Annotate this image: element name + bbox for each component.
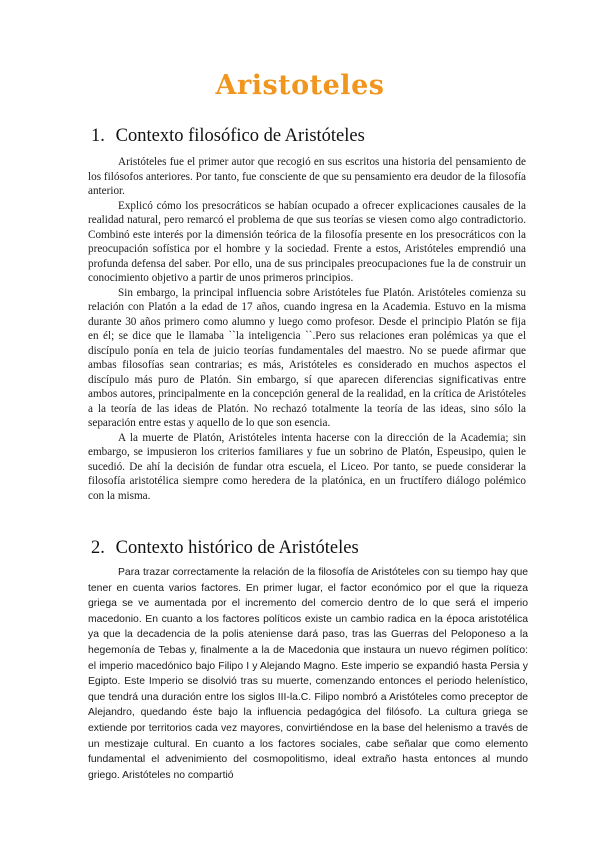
section-1-number: 1. [91, 126, 105, 146]
paragraph: Para trazar correctamente la relación de la filosofía de Aristóteles con su tiempo hay que tener en cuenta varios factores. En primer lugar, el factor económico por el que la riqueza griega se ve aumentada por el incremento del comercio dentro de lo que será el imperio macedonio. En cuanto a los factores políticos existe un cambio radica en la época aristotélica ya que la decadencia de la polis ateniense dará paso, tras las Guerras del Peloponeso a la hegemonía de Tebas y, finalmente a la de Macedonia que instaura un nuevo régimen político: el imperio macedónico bajo Filipo I y Alejando Magno. Este imperio se expandió hasta Persia y Egipto. Este Imperio se disolvió tras su muerte, comenzando entonces el periodo helenístico, que tendrá una duración entre los siglos III-la.C. Filipo nombró a Aristóteles como preceptor de Alejandro, quedando éste bajo la influencia pedagógica del filósofo. La cultura griega se extiende por territorios cada vez mayores, convirtiéndose en la base del helenismo a través de un mestizaje cultural. En cuanto a los factores sociales, cabe señalar que como elemento fundamental el advenimiento del cosmopolitismo, ideal extraño hasta entonces al mundo griego. Aristóteles no compartió [88, 567, 528, 781]
section-2-heading-text: Contexto histórico de Aristóteles [115, 538, 359, 558]
paragraph: A la muerte de Platón, Aristóteles intenta hacerse con la dirección de la Academia; sin embargo, se impusieron los criterios familiares y fue un sobrino de Platón, Espeusipo, quien le sucedió. De ahí la decisión de fundar otra escuela, el Liceo. Por tanto, se puede considerar la filosofía aristotélica siempre como heredera de la platónica, en un fructífero diálogo polémico con la misma. [88, 431, 526, 502]
section-1-heading-text: Contexto filosófico de Aristóteles [115, 126, 365, 146]
section-2-body [88, 565, 528, 783]
section-2-heading [91, 538, 531, 559]
paragraph: Sin embargo, la principal influencia sobre Aristóteles fue Platón. Aristóteles comienza su relación con Platón a la edad de 17 años, cuando ingresa en la Academia. Estuvo en la misma durante 30 años primero como alumno y luego como profesor. Desde el principio Platón se fija en él; se dice que le llamaba ``la inteligencia ``.Pero sus relaciones eran polémicas ya que el discípulo ponía en tela de juicio teorías fundamentales del maestro. No se puede afirmar que ambas filosofías sean contrarias; es más, Aristóteles es considerado en muchos aspectos el discípulo más puro de Platón. Sin embargo, sí que aparecen diferencias significativas entre ambos autores, principalmente en la concepción general de la realidad, en la crítica de Aristóteles a la teoría de las ideas de Platón. No rechazó totalmente la teoría de las ideas, sino sólo la separación entre estas y aquello de lo que son esencia. [88, 286, 526, 429]
section-1-heading [91, 126, 531, 147]
section-2-number: 2. [91, 538, 105, 558]
paragraph: Aristóteles fue el primer autor que recogió en sus escritos una historia del pensamiento de los filósofos anteriores. Por tanto, fue consciente de que su pensamiento era deudor de la filosofía anterior. [88, 156, 526, 197]
section-1-body [88, 155, 526, 503]
paragraph: Explicó cómo los presocráticos se habían ocupado a ofrecer explicaciones causales de la realidad natural, pero remarcó el problema de que sus teorías se viesen como algo contradictorio. Combinó este interés por la dimensión teórica de la filosofía presente en los presocráticos con la preocupación sofística por el hombre y la sociedad. Frente a estos, Aristóteles emprendió una profunda defensa del saber. Por ello, una de sus principales preocupaciones fue la de construir un conocimiento objetivo a partir de unos primeros principios. [88, 199, 526, 284]
document-title: Aristoteles [215, 70, 385, 101]
